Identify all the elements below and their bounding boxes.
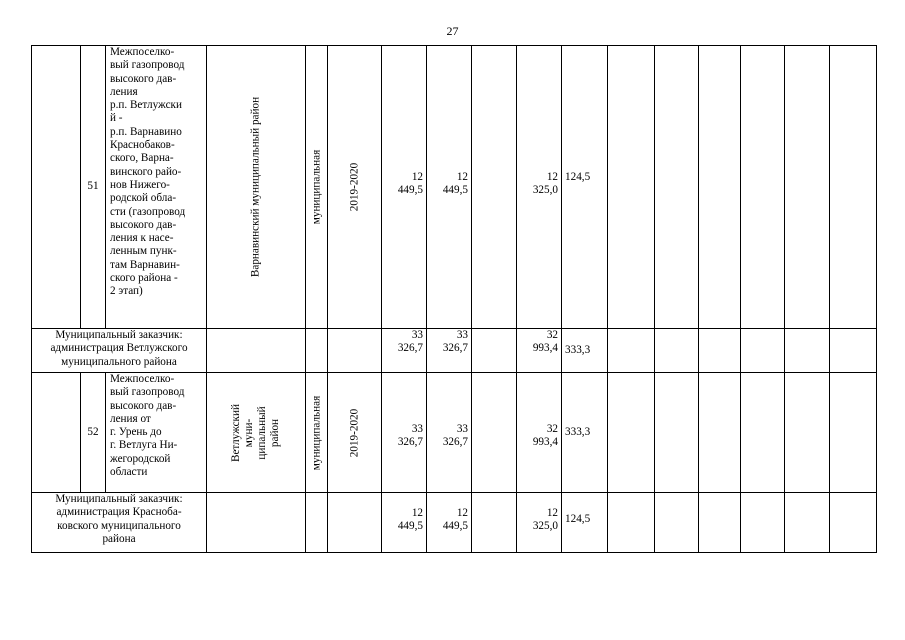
value-period xyxy=(427,46,472,329)
empty-cell xyxy=(699,46,741,329)
value-local xyxy=(562,46,608,329)
value-local: 333,3 xyxy=(562,329,608,373)
value-local-text: 124,5 xyxy=(565,171,591,183)
table-row xyxy=(32,329,877,373)
empty-cell xyxy=(608,493,655,553)
empty-cell xyxy=(830,373,877,493)
period-cell xyxy=(328,46,382,329)
data-table xyxy=(31,45,877,553)
ownership-cell xyxy=(306,46,328,329)
period-label: 2019-2020 xyxy=(348,162,360,212)
empty-cell xyxy=(207,493,306,553)
empty-cell xyxy=(785,329,830,373)
empty-cell xyxy=(655,46,699,329)
ownership-label: муниципальная xyxy=(310,149,322,225)
empty-cell xyxy=(472,493,517,553)
value-total: 33 326,7 xyxy=(382,329,427,373)
value-regional-text: 32 993,4 xyxy=(532,423,558,449)
empty-cell xyxy=(306,329,328,373)
empty-cell xyxy=(207,329,306,373)
value-total xyxy=(382,493,427,553)
customer-label: Муниципальный заказчик: администрация Ветлужского муниципального района xyxy=(32,329,207,373)
value-local-text: 124,5 xyxy=(565,513,591,525)
value-regional xyxy=(517,373,562,493)
value-regional-text: 12 325,0 xyxy=(532,171,558,197)
empty-cell xyxy=(785,46,830,329)
value-regional xyxy=(517,46,562,329)
value-period xyxy=(427,373,472,493)
value-regional-text: 12 325,0 xyxy=(532,507,558,533)
value-period: 33 326,7 xyxy=(427,329,472,373)
empty-cell xyxy=(328,329,382,373)
empty-cell xyxy=(655,373,699,493)
value-local xyxy=(562,493,608,553)
value-regional xyxy=(517,493,562,553)
value-local: 333,3 xyxy=(562,373,608,493)
empty-cell xyxy=(699,493,741,553)
empty-cell xyxy=(741,46,785,329)
value-period xyxy=(427,493,472,553)
value-period-text: 33 326,7 xyxy=(442,423,468,449)
empty-cell xyxy=(472,46,517,329)
empty-cell xyxy=(741,493,785,553)
empty-cell xyxy=(608,329,655,373)
value-total-text: 12 449,5 xyxy=(397,507,423,533)
row-number: 52 xyxy=(81,373,106,493)
empty-cell xyxy=(472,373,517,493)
table-row xyxy=(32,46,877,329)
table-row xyxy=(32,493,877,553)
value-total xyxy=(382,373,427,493)
empty-cell xyxy=(306,493,328,553)
empty-cell xyxy=(830,46,877,329)
customer-label: Муниципальный заказчик: администрация Красноба- ковского муниципального района xyxy=(32,493,207,553)
ownership-label: муниципальная xyxy=(310,395,322,470)
district-label: Ветлужский муни- ципальный район xyxy=(230,403,281,462)
empty-cell xyxy=(32,373,81,493)
empty-cell xyxy=(655,493,699,553)
empty-cell xyxy=(830,493,877,553)
empty-cell xyxy=(830,329,877,373)
period-label: 2019-2020 xyxy=(348,408,360,457)
value-period-text: 12 449,5 xyxy=(442,171,468,197)
empty-cell xyxy=(608,373,655,493)
object-name: Межпоселко- вый газопровод высокого дав- ления от г. Урень до г. Ветлуга Ни- жегородской области xyxy=(106,373,207,493)
district-cell xyxy=(207,46,306,329)
value-total-text: 12 449,5 xyxy=(397,171,423,197)
empty-cell xyxy=(608,46,655,329)
page-number: 27 xyxy=(446,24,459,38)
empty-cell xyxy=(328,493,382,553)
value-total-text: 33 326,7 xyxy=(397,423,423,449)
empty-cell xyxy=(741,373,785,493)
district-label: Варнавинский муниципальный район xyxy=(249,96,262,278)
value-period-text: 12 449,5 xyxy=(442,507,468,533)
district-cell xyxy=(207,373,306,493)
value-total xyxy=(382,46,427,329)
empty-cell xyxy=(741,329,785,373)
object-name: Межпоселко- вый газопровод высокого дав- ления р.п. Ветлужски й - р.п. Варнавино Краснобаков- ского, Варна- винского райо- нов Нижего- родской обла- сти (газопровод высокого дав- ления к насе- ленным пунк- там Варнавин- ского района - 2 этап) xyxy=(106,46,207,329)
empty-cell xyxy=(785,493,830,553)
period-cell xyxy=(328,373,382,493)
empty-cell xyxy=(655,329,699,373)
empty-cell xyxy=(472,329,517,373)
empty-cell xyxy=(785,373,830,493)
table-row xyxy=(32,373,877,493)
value-regional: 32 993,4 xyxy=(517,329,562,373)
empty-cell xyxy=(32,46,81,329)
empty-cell xyxy=(699,329,741,373)
empty-cell xyxy=(699,373,741,493)
ownership-cell xyxy=(306,373,328,493)
row-number: 51 xyxy=(81,46,106,329)
